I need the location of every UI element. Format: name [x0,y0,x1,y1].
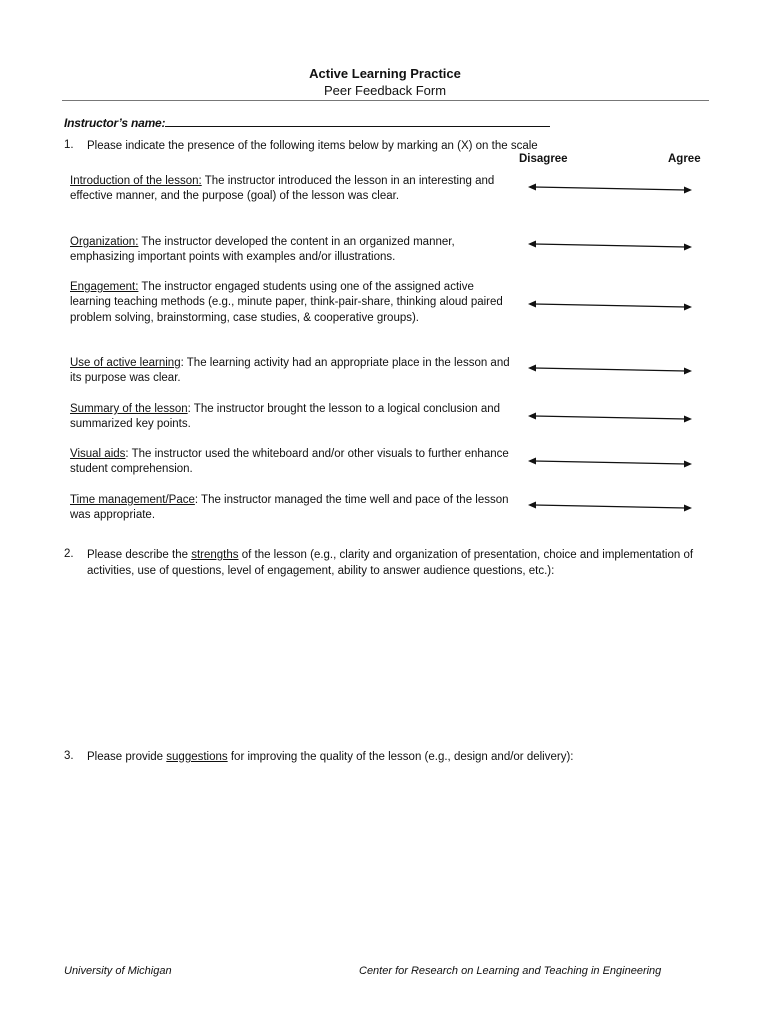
question-2-keyword: strengths [191,549,239,561]
rating-scale-arrow-engagement[interactable] [528,300,692,312]
suggestions-answer-area[interactable] [87,772,707,942]
rating-item-introduction [70,174,510,205]
question-1-text: Please indicate the presence of the following items below by marking an (X) on the scale [87,140,538,152]
rating-item-engagement [70,280,510,326]
rating-item-organization [70,235,510,266]
rating-item-visual-aids [70,447,510,478]
form-subtitle: Peer Feedback Form [323,83,447,98]
question-1-number: 1. [64,139,74,151]
rating-item-active-learning [70,356,510,387]
rating-scale-arrow-organization[interactable] [528,240,692,252]
item-description: : The learning activity had an appropriate place in the lesson and its purpose was clear. [70,357,510,385]
item-label: Organization: [70,236,139,248]
item-label: Use of active learning [70,357,181,369]
scale-agree-label: Agree [668,153,701,165]
item-description: : The instructor used the whiteboard and/or other visuals to further enhance student comprehension. [70,448,509,476]
item-description: The instructor developed the content in an organized manner, emphasizing important points with examples and/or illustrations. [70,236,455,264]
question-3-keyword: suggestions [166,751,228,763]
header-divider [62,100,709,101]
rating-scale-arrow-visual-aids[interactable] [528,457,692,469]
rating-scale-arrow-active-learning[interactable] [528,364,692,376]
question-2-number: 2. [64,548,74,560]
item-label: Engagement: [70,281,139,293]
scale-disagree-label: Disagree [519,153,568,165]
footer-center: Center for Research on Learning and Teaching in Engineering [359,965,662,977]
rating-scale-arrow-introduction[interactable] [528,183,692,195]
question-2-text [87,548,717,579]
form-title: Active Learning Practice [309,66,461,81]
item-label: Time management/Pace [70,494,195,506]
item-label: Introduction of the lesson: [70,175,202,187]
question-3-number: 3. [64,750,74,762]
strengths-answer-area[interactable] [87,585,707,735]
rating-item-summary [70,402,510,433]
question-3-suffix: for improving the quality of the lesson (e.g., design and/or delivery): [227,751,574,763]
rating-scale-arrow-time-management[interactable] [528,501,692,513]
instructor-name-label: Instructor’s name: [64,116,166,130]
instructor-name-field[interactable] [64,116,550,130]
instructor-name-line[interactable] [165,116,550,127]
question-3-prefix: Please provide [87,751,167,763]
rating-item-time-management [70,493,510,524]
item-description: : The instructor managed the time well and pace of the lesson was appropriate. [70,494,509,522]
item-description: The instructor engaged students using one of the assigned active learning teaching methods (e.g., minute paper, think-pair-share, thinking aloud paired problem solving, brainstorming, case studies, & cooperative groups). [70,281,503,324]
question-2-prefix: Please describe the [87,549,192,561]
item-label: Visual aids [70,448,126,460]
item-label: Summary of the lesson [70,403,188,415]
rating-scale-arrow-summary[interactable] [528,412,692,424]
footer-university: University of Michigan [64,965,172,977]
question-2-suffix: of the lesson (e.g., clarity and organization of presentation, choice and implementation of activities, use of questions, level of engagement, ability to answer audience questions, etc.): [87,549,694,577]
question-3-text [87,750,687,766]
item-description: The instructor introduced the lesson in an interesting and effective manner, and the purpose (goal) of the lesson was clear. [70,175,495,203]
item-description: : The instructor brought the lesson to a logical conclusion and summarized key points. [70,403,501,431]
